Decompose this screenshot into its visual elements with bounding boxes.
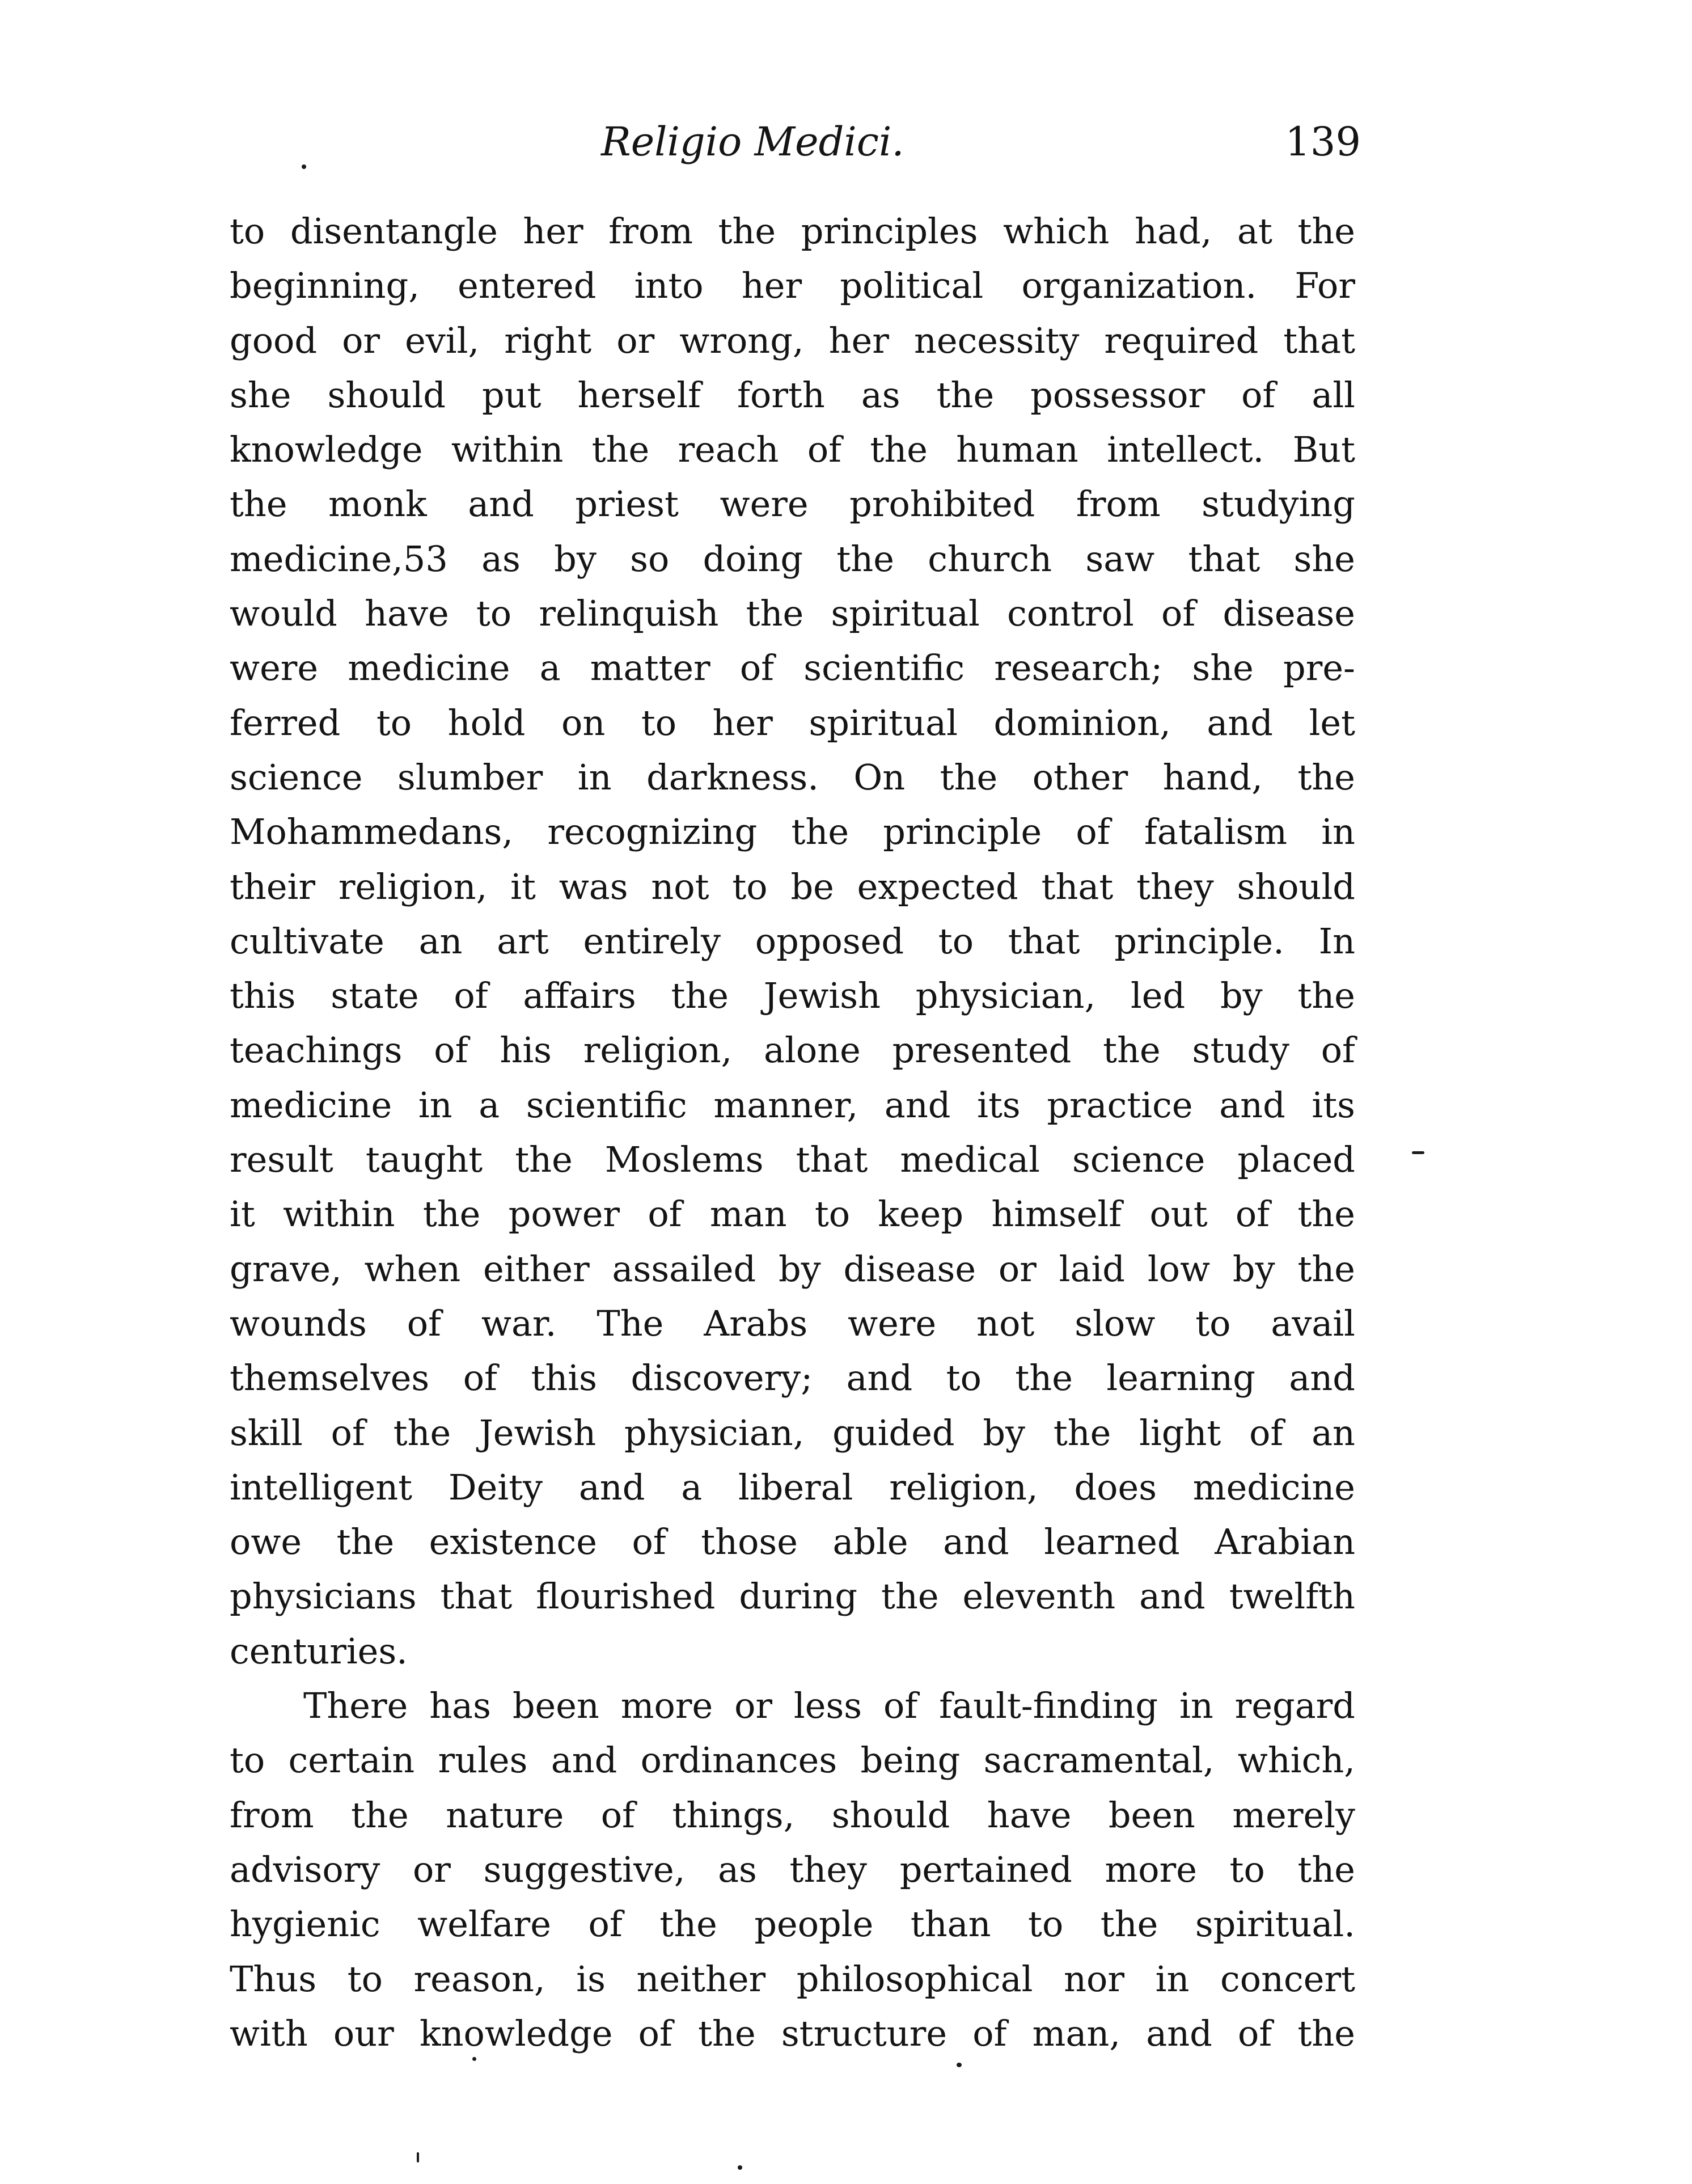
- text-line: science slumber in darkness. On the other hand, the: [230, 756, 1355, 798]
- text-line: would have to relinquish the spiritual control of disease: [230, 593, 1355, 635]
- text-line: the monk and priest were prohibited from studying: [230, 483, 1355, 525]
- text-line: There has been more or less of fault-finding in regard: [303, 1685, 1355, 1727]
- scan-speck: [738, 2165, 742, 2170]
- text-line: wounds of war. The Arabs were not slow to avail: [230, 1302, 1355, 1344]
- page-number: 139: [1285, 119, 1361, 165]
- text-line: hygienic welfare of the people than to the spiritual.: [230, 1903, 1355, 1945]
- text-line: advisory or suggestive, as they pertained more to the: [230, 1848, 1355, 1890]
- text-line: beginning, entered into her political organization. For: [230, 265, 1355, 307]
- text-line: themselves of this discovery; and to the learning and: [230, 1357, 1355, 1399]
- scan-speck: [417, 2152, 419, 2162]
- text-line: owe the existence of those able and learned Arabian: [230, 1521, 1355, 1563]
- paragraph-2: [230, 1679, 1355, 2061]
- scan-speck: [957, 2063, 962, 2067]
- text-line: intelligent Deity and a liberal religion, does medicine: [230, 1466, 1355, 1508]
- text-line: to certain rules and ordinances being sacramental, which,: [230, 1739, 1355, 1781]
- paragraph-1: [230, 204, 1355, 1679]
- scan-speck: [472, 2057, 476, 2061]
- text-line: this state of affairs the Jewish physician, led by the: [230, 975, 1355, 1017]
- text-line: Mohammedans, recognizing the principle of fatalism in: [230, 811, 1355, 853]
- text-line: cultivate an art entirely opposed to that principle. In: [230, 920, 1355, 962]
- text-line: physicians that flourished during the eleventh and twelfth: [230, 1575, 1355, 1617]
- text-line: grave, when either assailed by disease or laid low by the: [230, 1248, 1355, 1290]
- text-line: medicine in a scientific manner, and its practice and its: [230, 1084, 1355, 1126]
- text-line: good or evil, right or wrong, her necessity required that: [230, 319, 1355, 361]
- text-line: from the nature of things, should have been merely: [230, 1794, 1355, 1836]
- text-line: with our knowledge of the structure of man, and of the: [230, 2012, 1355, 2054]
- scan-speck: [1412, 1151, 1424, 1154]
- text-line: teachings of his religion, alone presented the study of: [230, 1029, 1355, 1071]
- running-title: Religio Medici.: [601, 119, 904, 165]
- scan-speck: [302, 164, 306, 169]
- text-line: were medicine a matter of scientific research; she pre-: [230, 647, 1355, 689]
- text-line: she should put herself forth as the possessor of all: [230, 374, 1355, 416]
- text-line: to disentangle her from the principles which had, at the: [230, 210, 1355, 252]
- text-line: it within the power of man to keep himself out of the: [230, 1193, 1355, 1235]
- text-line: ferred to hold on to her spiritual dominion, and let: [230, 702, 1355, 744]
- body-text: [230, 204, 1355, 2061]
- text-line: skill of the Jewish physician, guided by the light of an: [230, 1412, 1355, 1454]
- text-line: medicine,53 as by so doing the church saw that she: [230, 538, 1355, 580]
- text-line: their religion, it was not to be expected that they should: [230, 865, 1355, 907]
- text-line: Thus to reason, is neither philosophical nor in concert: [230, 1958, 1355, 2000]
- text-line: centuries.: [230, 1630, 408, 1672]
- text-line: knowledge within the reach of the human intellect. But: [230, 429, 1355, 471]
- text-line: result taught the Moslems that medical science placed: [230, 1139, 1355, 1181]
- running-head: [601, 116, 1361, 167]
